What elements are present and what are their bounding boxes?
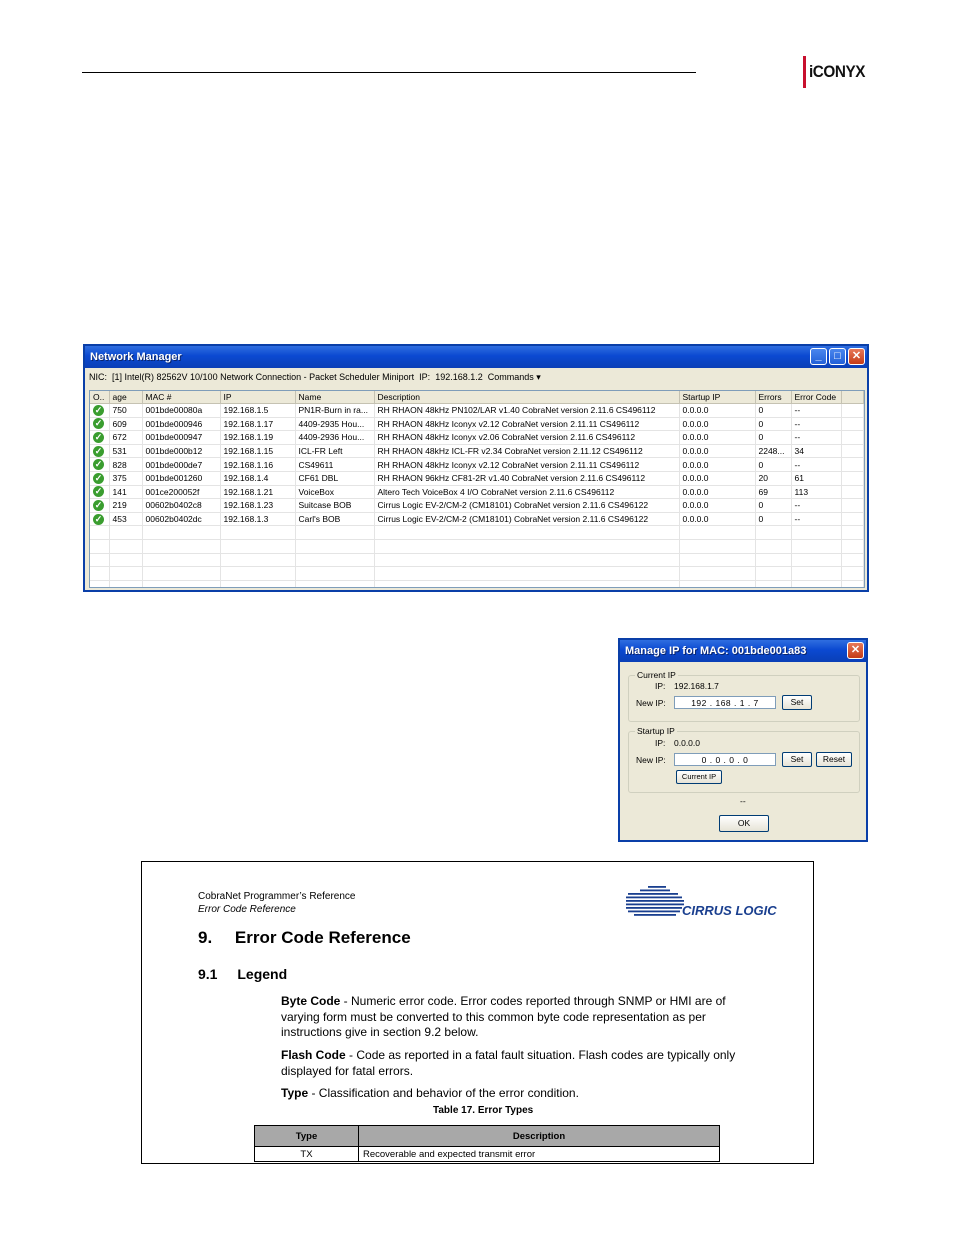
device-row[interactable] xyxy=(90,431,864,445)
cell-desc: Cirrus Logic EV-2/CM-2 (CM18101) CobraNet version 2.11.6 CS496122 xyxy=(374,499,679,513)
empty-cell xyxy=(679,567,755,581)
section-heading xyxy=(198,928,411,948)
status-text: -- xyxy=(740,796,746,806)
empty-cell xyxy=(220,567,295,581)
empty-cell xyxy=(791,553,841,567)
empty-cell xyxy=(90,539,109,553)
dialog-title: Manage IP for MAC: 001bde001a83 xyxy=(625,645,807,657)
error-types-header-row xyxy=(255,1126,720,1147)
ok-check-icon: ✓ xyxy=(94,404,103,415)
device-row[interactable] xyxy=(90,471,864,485)
cell-startup: 0.0.0.0 xyxy=(679,499,755,513)
cell-filler xyxy=(841,444,864,458)
cell-code: 61 xyxy=(791,471,841,485)
type-paragraph xyxy=(281,1086,751,1102)
cell-mac: 00602b0402dc xyxy=(142,512,220,526)
byte-code-paragraph xyxy=(281,994,751,1041)
dialog-controls xyxy=(847,642,864,659)
cell-name: VoiceBox xyxy=(295,485,374,499)
empty-cell xyxy=(374,567,679,581)
startup-ip-value: 0.0.0.0 xyxy=(674,738,700,748)
cell-mac: 001bde000947 xyxy=(142,431,220,445)
empty-cell xyxy=(841,539,864,553)
table-caption: Table 17. Error Types xyxy=(433,1105,534,1116)
flash-code-paragraph xyxy=(281,1048,751,1079)
column-header[interactable]: O.. xyxy=(90,391,109,404)
status-cell xyxy=(90,417,109,431)
window-controls xyxy=(810,348,865,365)
cell-startup: 0.0.0.0 xyxy=(679,485,755,499)
cell-mac: 001bde000de7 xyxy=(142,458,220,472)
ok-check-icon: ✓ xyxy=(94,486,103,497)
column-header-filler xyxy=(841,391,864,404)
cell-desc: Altero Tech VoiceBox 4 I/O CobraNet version 2.11.6 CS496112 xyxy=(374,485,679,499)
dialog-close-button[interactable]: ✕ xyxy=(847,642,864,659)
empty-cell xyxy=(90,553,109,567)
cobranet-doc-excerpt xyxy=(141,861,814,1164)
cell-age: 672 xyxy=(109,431,142,445)
empty-cell xyxy=(220,553,295,567)
empty-cell xyxy=(755,580,791,588)
ok-check-icon: ✓ xyxy=(94,499,103,510)
cell-name: 4409-2935 Hou... xyxy=(295,417,374,431)
empty-row xyxy=(90,580,864,588)
ok-check-icon: ✓ xyxy=(94,445,103,456)
cell-desc: RH RHAON 48kHz ICL-FR v2.34 CobraNet version 2.11.12 CS496112 xyxy=(374,444,679,458)
cell-name: CS49611 xyxy=(295,458,374,472)
maximize-button[interactable]: □ xyxy=(829,348,846,365)
error-description-cell: Recoverable and expected transmit error xyxy=(359,1147,720,1162)
cell-filler xyxy=(841,485,864,499)
column-header[interactable]: MAC # xyxy=(142,391,220,404)
cell-age: 828 xyxy=(109,458,142,472)
cell-filler xyxy=(841,417,864,431)
column-header[interactable]: Description xyxy=(374,391,679,404)
column-header[interactable]: age xyxy=(109,391,142,404)
type-text: - Classification and behavior of the error condition. xyxy=(308,1086,579,1100)
device-row[interactable] xyxy=(90,404,864,418)
cell-ip: 192.168.1.3 xyxy=(220,512,295,526)
empty-cell xyxy=(374,539,679,553)
current-ip-legend: Current IP xyxy=(637,670,676,680)
empty-row xyxy=(90,567,864,581)
cell-name: CF61 DBL xyxy=(295,471,374,485)
empty-cell xyxy=(841,567,864,581)
cell-errors: 2248... xyxy=(755,444,791,458)
cell-mac: 001bde000946 xyxy=(142,417,220,431)
empty-cell xyxy=(841,553,864,567)
device-grid xyxy=(89,390,865,588)
cell-code: -- xyxy=(791,499,841,513)
cell-desc: Cirrus Logic EV-2/CM-2 (CM18101) CobraNet version 2.11.6 CS496122 xyxy=(374,512,679,526)
device-row[interactable] xyxy=(90,485,864,499)
subsection-number: 9.1 xyxy=(198,966,218,982)
empty-cell xyxy=(109,539,142,553)
ok-check-icon: ✓ xyxy=(94,513,103,524)
status-cell xyxy=(90,404,109,418)
startup-new-ip-input[interactable]: 0 . 0 . 0 . 0 xyxy=(674,753,776,766)
cell-name: ICL-FR Left xyxy=(295,444,374,458)
cell-age: 219 xyxy=(109,499,142,513)
ok-check-icon: ✓ xyxy=(94,459,103,470)
cell-code: -- xyxy=(791,512,841,526)
cell-filler xyxy=(841,512,864,526)
empty-cell xyxy=(679,580,755,588)
nic-bar xyxy=(85,368,867,386)
empty-cell xyxy=(791,580,841,588)
cell-code: -- xyxy=(791,458,841,472)
status-cell xyxy=(90,499,109,513)
empty-cell xyxy=(791,526,841,540)
cell-errors: 0 xyxy=(755,431,791,445)
network-manager-titlebar[interactable] xyxy=(85,346,867,368)
empty-cell xyxy=(90,526,109,540)
empty-cell xyxy=(220,580,295,588)
error-type-row xyxy=(255,1147,720,1162)
col-description-header: Description xyxy=(359,1126,720,1147)
cell-startup: 0.0.0.0 xyxy=(679,444,755,458)
cell-ip: 192.168.1.19 xyxy=(220,431,295,445)
cell-name: Carl's BOB xyxy=(295,512,374,526)
ok-check-icon: ✓ xyxy=(94,431,103,442)
table-header-row xyxy=(90,391,864,404)
status-cell xyxy=(90,444,109,458)
ip-label: IP: xyxy=(419,372,431,382)
empty-row xyxy=(90,539,864,553)
cell-startup: 0.0.0.0 xyxy=(679,404,755,418)
cell-errors: 20 xyxy=(755,471,791,485)
empty-cell xyxy=(220,526,295,540)
logo-text: iCONYX xyxy=(809,62,865,81)
cell-mac: 001bde000b12 xyxy=(142,444,220,458)
ok-button[interactable]: OK xyxy=(719,815,769,832)
device-row[interactable] xyxy=(90,512,864,526)
startup-ip-legend: Startup IP xyxy=(637,726,675,736)
empty-cell xyxy=(755,553,791,567)
cell-startup: 0.0.0.0 xyxy=(679,471,755,485)
status-cell xyxy=(90,471,109,485)
current-ip-value: 192.168.1.7 xyxy=(674,681,719,691)
new-ip-label: New IP: xyxy=(636,698,666,708)
cell-errors: 0 xyxy=(755,499,791,513)
empty-cell xyxy=(109,553,142,567)
empty-cell xyxy=(109,526,142,540)
set-startup-button[interactable]: Set xyxy=(782,752,812,767)
cell-code: 113 xyxy=(791,485,841,499)
ok-check-icon: ✓ xyxy=(94,472,103,483)
empty-cell xyxy=(90,580,109,588)
cell-filler xyxy=(841,404,864,418)
empty-row xyxy=(90,553,864,567)
current-ip-button[interactable]: Current IP xyxy=(676,770,722,784)
cell-desc: RH RHAON 96kHz CF81-2R v1.40 CobraNet version 2.11.6 CS496112 xyxy=(374,471,679,485)
cell-desc: RH RHAON 48kHz Iconyx v2.06 CobraNet version 2.11.6 CS496112 xyxy=(374,431,679,445)
empty-cell xyxy=(295,580,374,588)
cell-ip: 192.168.1.15 xyxy=(220,444,295,458)
empty-cell xyxy=(220,539,295,553)
cell-name: PN1R-Burn in ra... xyxy=(295,404,374,418)
nic-value[interactable]: [1] Intel(R) 82562V 10/100 Network Connection - Packet Scheduler Miniport xyxy=(112,372,415,382)
cell-age: 531 xyxy=(109,444,142,458)
cell-code: -- xyxy=(791,431,841,445)
device-row[interactable] xyxy=(90,499,864,513)
cell-ip: 192.168.1.5 xyxy=(220,404,295,418)
window-title: Network Manager xyxy=(90,351,182,363)
iconyx-logo xyxy=(803,56,871,88)
device-row[interactable] xyxy=(90,417,864,431)
cell-code: 34 xyxy=(791,444,841,458)
empty-cell xyxy=(755,567,791,581)
empty-cell xyxy=(142,526,220,540)
startup-ip-label: IP: xyxy=(655,738,666,748)
cell-desc: RH RHAON 48kHz Iconyx v2.12 CobraNet version 2.11.11 CS496112 xyxy=(374,417,679,431)
column-header[interactable]: Name xyxy=(295,391,374,404)
column-header[interactable]: Error Code xyxy=(791,391,841,404)
empty-cell xyxy=(142,580,220,588)
cell-code: -- xyxy=(791,404,841,418)
cell-age: 609 xyxy=(109,417,142,431)
cirrus-logic-logo xyxy=(626,883,778,921)
device-row[interactable] xyxy=(90,444,864,458)
empty-cell xyxy=(90,567,109,581)
flash-code-term: Flash Code xyxy=(281,1048,346,1062)
empty-cell xyxy=(109,580,142,588)
empty-cell xyxy=(374,553,679,567)
cell-errors: 0 xyxy=(755,404,791,418)
cell-code: -- xyxy=(791,417,841,431)
ok-check-icon: ✓ xyxy=(94,418,103,429)
cell-age: 375 xyxy=(109,471,142,485)
cell-filler xyxy=(841,499,864,513)
cell-errors: 0 xyxy=(755,458,791,472)
empty-cell xyxy=(142,539,220,553)
cell-mac: 001bde00080a xyxy=(142,404,220,418)
empty-cell xyxy=(755,539,791,553)
cell-errors: 0 xyxy=(755,417,791,431)
byte-code-text: - Numeric error code. Error codes reported through SNMP or HMI are of varying form must be converted to this common byte code representation as per instructions give in section 9.2 below. xyxy=(281,994,726,1039)
current-ip-label: IP: xyxy=(655,681,666,691)
new-ip-input[interactable]: 192 . 168 . 1 . 7 xyxy=(674,696,776,709)
cell-ip: 192.168.1.21 xyxy=(220,485,295,499)
reset-button[interactable]: Reset xyxy=(816,752,852,767)
doc-header-subtitle: Error Code Reference xyxy=(198,904,296,915)
section-number: 9. xyxy=(198,928,213,947)
cirrus-logo-text: CIRRUS LOGIC xyxy=(682,903,777,918)
cell-errors: 69 xyxy=(755,485,791,499)
cell-mac: 001bde001260 xyxy=(142,471,220,485)
cell-startup: 0.0.0.0 xyxy=(679,431,755,445)
cell-name: Suitcase BOB xyxy=(295,499,374,513)
error-type-cell: TX xyxy=(255,1147,359,1162)
cell-age: 750 xyxy=(109,404,142,418)
empty-cell xyxy=(755,526,791,540)
status-cell xyxy=(90,512,109,526)
cell-startup: 0.0.0.0 xyxy=(679,458,755,472)
byte-code-term: Byte Code xyxy=(281,994,341,1008)
cell-filler xyxy=(841,431,864,445)
cell-startup: 0.0.0.0 xyxy=(679,512,755,526)
status-cell xyxy=(90,431,109,445)
status-cell xyxy=(90,485,109,499)
status-cell xyxy=(90,458,109,472)
empty-row xyxy=(90,526,864,540)
header-rule xyxy=(82,72,696,73)
column-header[interactable]: Startup IP xyxy=(679,391,755,404)
empty-cell xyxy=(295,553,374,567)
device-table xyxy=(90,391,864,588)
device-row[interactable] xyxy=(90,458,864,472)
cell-filler xyxy=(841,471,864,485)
manage-ip-dialog xyxy=(618,638,868,842)
ip-value: 192.168.1.2 xyxy=(435,372,483,382)
empty-cell xyxy=(791,567,841,581)
cell-desc: RH RHAON 48kHz PN102/LAR v1.40 CobraNet version 2.11.6 CS496112 xyxy=(374,404,679,418)
logo-accent-bar xyxy=(803,56,806,88)
empty-cell xyxy=(374,526,679,540)
empty-cell xyxy=(679,526,755,540)
empty-cell xyxy=(142,567,220,581)
column-header[interactable]: IP xyxy=(220,391,295,404)
nic-label: NIC: xyxy=(89,372,107,382)
cell-ip: 192.168.1.16 xyxy=(220,458,295,472)
set-current-button[interactable]: Set xyxy=(782,695,812,710)
cell-age: 141 xyxy=(109,485,142,499)
cell-mac: 001ce200052f xyxy=(142,485,220,499)
empty-cell xyxy=(679,553,755,567)
type-term: Type xyxy=(281,1086,309,1100)
empty-cell xyxy=(295,526,374,540)
cell-filler xyxy=(841,458,864,472)
empty-cell xyxy=(109,567,142,581)
cell-mac: 00602b0402c8 xyxy=(142,499,220,513)
subsection-title: Legend xyxy=(237,966,288,982)
cell-name: 4409-2936 Hou... xyxy=(295,431,374,445)
empty-cell xyxy=(295,539,374,553)
startup-new-ip-label: New IP: xyxy=(636,755,666,765)
cell-desc: RH RHAON 48kHz Iconyx v2.12 CobraNet version 2.11.11 CS496112 xyxy=(374,458,679,472)
cell-ip: 192.168.1.23 xyxy=(220,499,295,513)
cell-age: 453 xyxy=(109,512,142,526)
network-manager-window xyxy=(83,344,869,592)
col-type-header: Type xyxy=(255,1126,359,1147)
error-types-table xyxy=(254,1125,720,1162)
commands-menu[interactable]: Commands ▾ xyxy=(487,371,541,382)
doc-header-title: CobraNet Programmer’s Reference xyxy=(198,891,356,902)
cell-ip: 192.168.1.17 xyxy=(220,417,295,431)
column-header[interactable]: Errors xyxy=(755,391,791,404)
empty-cell xyxy=(791,539,841,553)
empty-cell xyxy=(374,580,679,588)
manage-ip-titlebar[interactable] xyxy=(620,640,866,662)
flash-code-text: - Code as reported in a fatal fault situation. Flash codes are typically only displayed for fatal errors. xyxy=(281,1048,736,1078)
subsection-heading xyxy=(198,966,287,982)
cell-startup: 0.0.0.0 xyxy=(679,417,755,431)
section-title: Error Code Reference xyxy=(234,928,411,947)
close-button[interactable]: ✕ xyxy=(848,348,865,365)
empty-cell xyxy=(841,526,864,540)
empty-cell xyxy=(295,567,374,581)
empty-cell xyxy=(679,539,755,553)
cell-errors: 0 xyxy=(755,512,791,526)
minimize-button[interactable]: _ xyxy=(810,348,827,365)
cell-ip: 192.168.1.4 xyxy=(220,471,295,485)
empty-cell xyxy=(841,580,864,588)
empty-cell xyxy=(142,553,220,567)
